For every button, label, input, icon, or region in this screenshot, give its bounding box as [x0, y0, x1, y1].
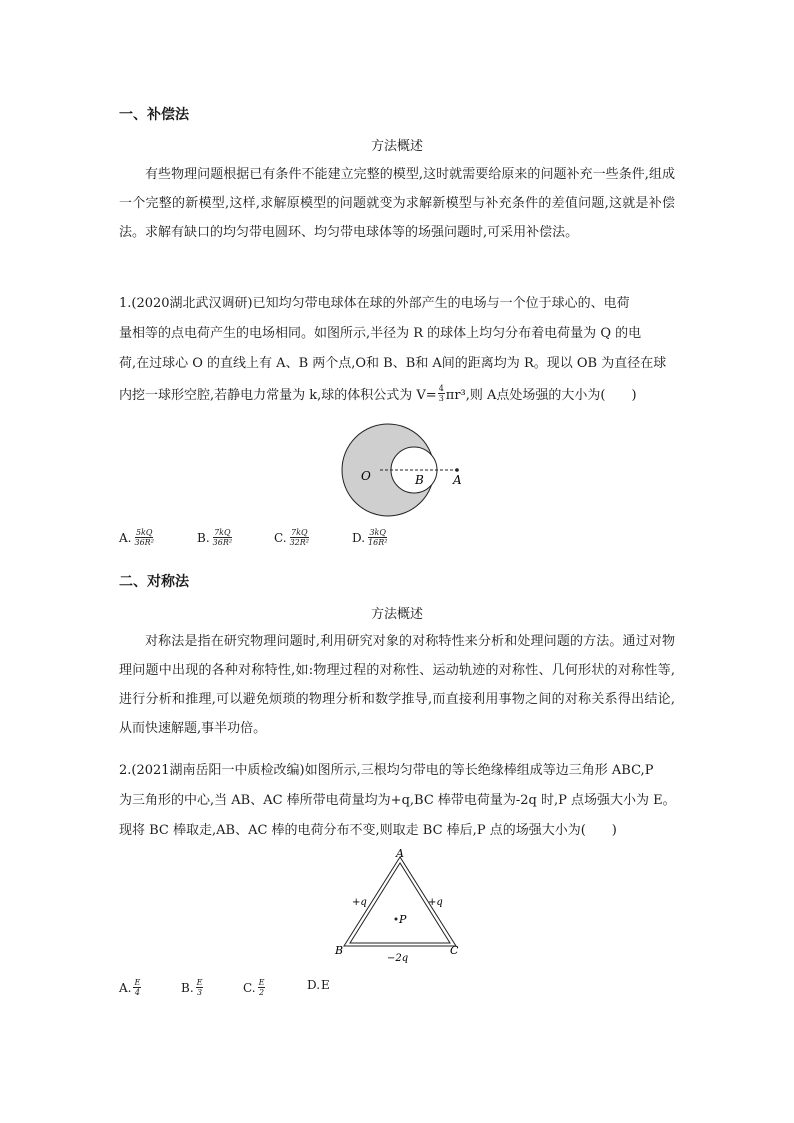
q1-option-d-num: 3kQ — [369, 528, 386, 537]
sphere-cavity-figure — [330, 410, 470, 520]
q1-option-b[interactable] — [197, 528, 233, 547]
q1-option-a-num: 5kQ — [135, 528, 153, 537]
section-1-title: 一、补偿法 — [119, 107, 189, 123]
q2-options — [119, 978, 359, 1008]
q2-line-2: 为三角形的中心,当 AB、AC 棒所带电荷量均为+q,BC 棒带电荷量为-2q 时,P 点场强大小为 E。 — [119, 793, 676, 808]
q1-option-c[interactable] — [274, 528, 310, 547]
q1-option-b-letter: B. — [197, 530, 210, 545]
q1-option-d-letter: D. — [352, 530, 366, 545]
label-o: O — [361, 469, 371, 483]
section-1-overview-title: 方法概述 — [370, 139, 423, 154]
section-2-paragraph: 对称法是指在研究物理问题时,利用研究对象的对称特性来分析和处理问题的方法。通过对物理问题中出现的各种对称特性,如:物理过程的对称性、运动轨迹的对称性、几何形状的对称性等,进行分析和推理,可以避免烦琐的物理分析和数学推导,而直接利用事物之间的对称关系得出结论,从而快速解题,事半功倍。 — [119, 634, 675, 736]
q1-option-a-den: 36R² — [134, 538, 154, 547]
label-p: P — [399, 913, 407, 926]
q1-option-d-den: 16R² — [368, 538, 388, 547]
label-b: B — [415, 473, 424, 487]
triangle-figure — [330, 843, 470, 968]
q1-line-4 — [119, 384, 637, 403]
q2-option-d-text: E — [321, 978, 330, 992]
q2-option-b-den: 3 — [197, 988, 203, 997]
label-a: A — [453, 473, 462, 487]
q2-option-c-den: 2 — [258, 988, 265, 997]
point-p-dot — [395, 918, 398, 921]
label-b: B — [335, 944, 344, 957]
volume-fraction-den: 3 — [438, 394, 444, 403]
label-right-charge: +q — [428, 897, 443, 908]
volume-fraction — [438, 384, 445, 403]
q2-line-3: 现将 BC 棒取走,AB、AC 棒的电荷分布不变,则取走 BC 棒后,P 点的场强大小为( ) — [119, 823, 617, 838]
q1-options — [119, 528, 419, 558]
q2-option-c-letter: C. — [243, 980, 256, 995]
q1-line-2: 量相等的点电荷产生的电场相同。如图所示,半径为 R 的球体上均匀分布着电荷量为 Q 的电 — [119, 326, 642, 341]
q2-option-a-letter: A. — [119, 980, 132, 995]
q2-option-b[interactable] — [181, 978, 203, 997]
q1-line-4-pre: 内挖一球形空腔,若静电力常量为 k,球的体积公式为 V= — [119, 388, 437, 403]
q1-option-d[interactable] — [352, 528, 388, 547]
label-left-charge: +q — [352, 897, 367, 908]
label-bottom-charge: −2q — [387, 953, 409, 964]
q1-option-c-num: 7kQ — [291, 528, 308, 537]
q2-option-a-num: E — [134, 978, 141, 987]
q2-option-d[interactable] — [307, 978, 330, 992]
point-a-dot — [455, 468, 459, 472]
q1-line-1: 1.(2020湖北武汉调研)已知均匀带电球体在球的外部产生的电场与一个位于球心的、电荷 — [119, 296, 630, 311]
q2-option-b-num: E — [196, 978, 203, 987]
label-a: A — [396, 847, 404, 860]
q1-option-a[interactable] — [119, 528, 155, 547]
q1-option-b-num: 7kQ — [214, 528, 231, 537]
q2-option-a[interactable] — [119, 978, 141, 997]
section-1-paragraph: 有些物理问题根据已有条件不能建立完整的模型,这时就需要给原来的问题补充一些条件,组成一个完整的新模型,这样,求解原模型的问题就变为求解新模型与补充条件的差值问题,这就是补偿法。求解有缺口的均匀带电圆环、均匀带电球体等的场强问题时,可采用补偿法。 — [119, 167, 675, 240]
q2-option-c[interactable] — [243, 978, 265, 997]
q1-option-c-letter: C. — [274, 530, 287, 545]
q2-line-1: 2.(2021湖南岳阳一中质检改编)如图所示,三根均匀带电的等长绝缘棒组成等边三角形 ABC,P — [119, 763, 654, 778]
q2-option-d-letter: D. — [307, 978, 321, 992]
volume-fraction-num: 4 — [438, 384, 444, 393]
section-2-title: 二、对称法 — [119, 574, 189, 590]
q2-option-a-den: 4 — [134, 988, 140, 997]
q1-line-4-post: πr³,则 A点处场强的大小为( ) — [445, 388, 637, 403]
q1-line-3: 荷,在过球心 O 的直线上有 A、B 两个点,O和 B、B和 A间的距离均为 R。现以 OB 为直径在球 — [119, 356, 667, 371]
q1-option-b-den: 36R² — [212, 538, 233, 547]
q2-option-c-num: E — [258, 978, 265, 987]
section-2-overview-title: 方法概述 — [370, 607, 423, 622]
q2-option-b-letter: B. — [181, 980, 194, 995]
q1-option-c-den: 32R² — [289, 538, 309, 547]
label-c: C — [450, 944, 459, 957]
q1-option-a-letter: A. — [119, 530, 132, 545]
